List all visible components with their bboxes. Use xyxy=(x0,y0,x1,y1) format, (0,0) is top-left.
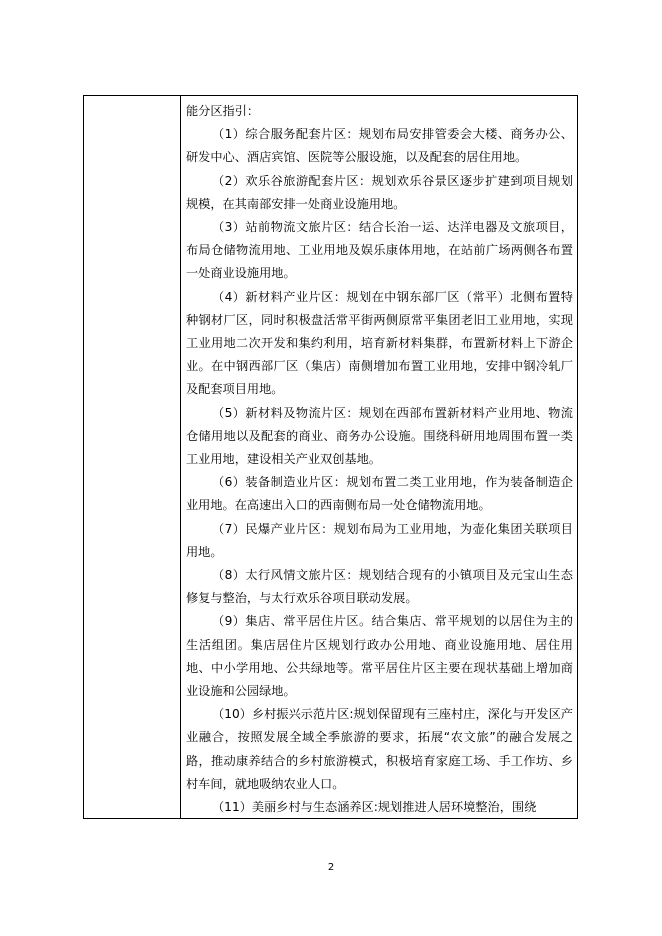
intro-line: 能分区指引： xyxy=(186,104,260,118)
paragraph-2: （2）欢乐谷旅游配套片区：规划欢乐谷景区逐步扩建到项目规划规模，在其南部安排一处商业设施用地。 xyxy=(186,173,573,211)
content-table xyxy=(83,95,578,819)
paragraph-1: （1）综合服务配套片区：规划布局安排管委会大楼、商务办公、研发中心、酒店宾馆、医院等公服设施，以及配套的居住用地。 xyxy=(186,127,573,165)
table-cell-text xyxy=(186,100,573,819)
paragraph-9: （9）集店、常平居住片区。结合集店、常平规划的以居住为主的生活组团。集店居住片区规划行政办公用地、商业设施用地、居住用地、中小学用地、公共绿地等。常平居住片区主要在现状基础上增加商业设施和公园绿地。 xyxy=(186,614,573,699)
paragraph-3: （3）站前物流文旅片区：结合长治一运、达洋电器及文旅项目，布局仓储物流用地、工业用地及娱乐康体用地，在站前广场两侧各布置一处商业设施用地。 xyxy=(186,220,573,281)
table-right-column xyxy=(181,96,577,818)
paragraph-10: （10）乡村振兴示范片区:规划保留现有三座村庄，深化与开发区产业融合，按照发展全域全季旅游的要求，拓展“农文旅”的融合发展之路，推动康养结合的乡村旅游模式，积极培育家庭工场、手工作坊、乡村车间，就地吸纳农业人口。 xyxy=(186,707,573,791)
table-left-column xyxy=(84,96,181,818)
paragraph-4: （4）新材料产业片区：规划在中钢东部厂区（常平）北侧布置特种钢材厂区，同时积极盘活常平街两侧原常平集团老旧工业用地，实现工业用地二次开发和集约利用，培育新材料集群，布置新材料上下游企业。在中钢西部厂区（集店）南侧增加布置工业用地，安排中钢冷轧厂及配套项目用地。 xyxy=(186,289,573,397)
paragraph-11: （11）美丽乡村与生态涵养区:规划推进人居环境整治，围绕 xyxy=(212,800,537,815)
paragraph-5: （5）新材料及物流片区：规划在西部布置新材料产业用地、物流仓储用地以及配套的商业、商务办公设施。围绕科研用地周围布置一类工业用地，建设相关产业双创基地。 xyxy=(186,405,573,467)
paragraph-8: （8）太行风情文旅片区：规划结合现有的小镇项目及元宝山生态修复与整治，与太行欢乐谷项目联动发展。 xyxy=(186,568,573,606)
page-number: 2 xyxy=(327,862,335,873)
paragraph-7: （7）民爆产业片区：规划布局为工业用地，为壶化集团关联项目用地。 xyxy=(186,521,573,559)
paragraph-6: （6）装备制造业片区：规划布置二类工业用地，作为装备制造企业用地。在高速出入口的西南侧布局一处仓储物流用地。 xyxy=(186,475,573,513)
